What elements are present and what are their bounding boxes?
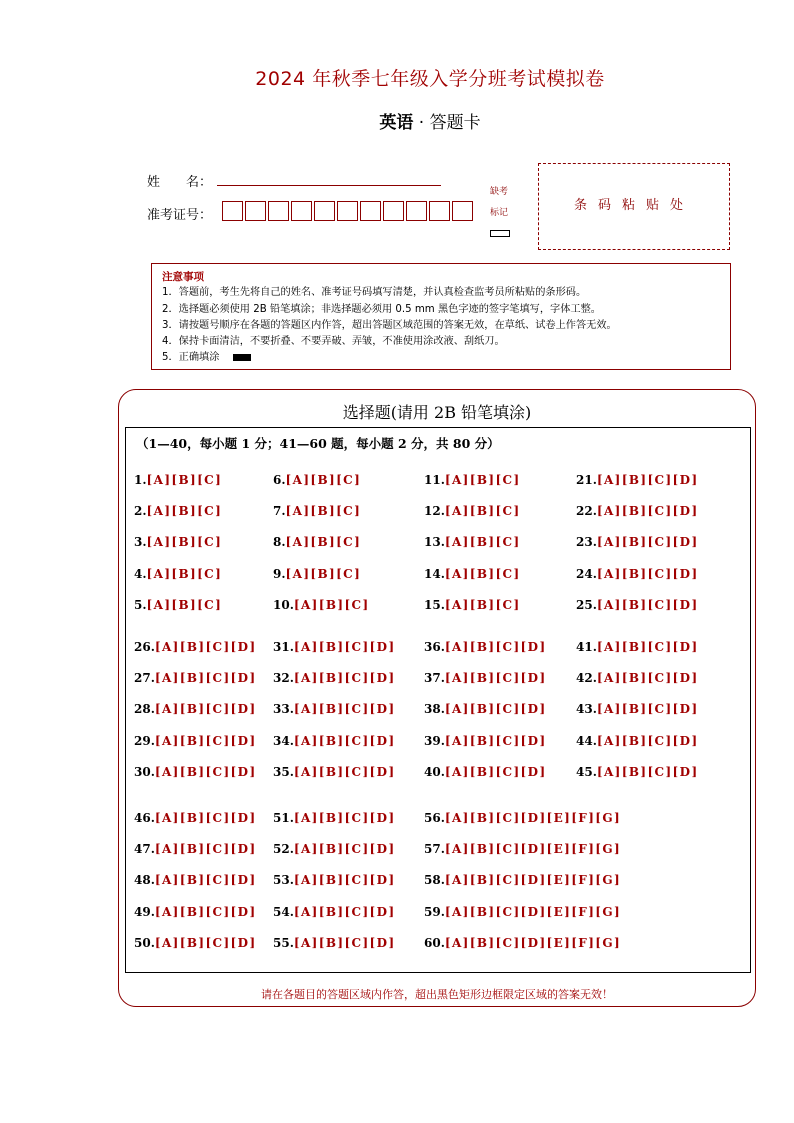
absent-label-line1: 缺考 bbox=[489, 187, 508, 197]
question-item bbox=[134, 598, 222, 612]
instruction-item-text: 5．正确填涂 bbox=[162, 352, 220, 364]
question-number: 8. bbox=[273, 535, 286, 550]
answer-options[interactable]: [A][B][C] bbox=[285, 504, 362, 519]
question-item bbox=[424, 598, 521, 612]
question-number: 36. bbox=[424, 640, 445, 654]
instruction-item: 4．保持卡面清洁，不要折叠、不要弄破、弄皱，不准使用涂改液、刮纸刀。 bbox=[162, 336, 505, 348]
exam-id-label: 准考证号： bbox=[147, 208, 213, 223]
question-number: 42. bbox=[576, 671, 597, 686]
question-number: 21. bbox=[576, 473, 597, 487]
question-item bbox=[424, 905, 621, 919]
question-item bbox=[273, 765, 396, 779]
instruction-item: 3．请按题号顺序在各题的答题区内作答，超出答题区域范围的答案无效，在草纸、试卷上作答无效。 bbox=[162, 319, 617, 331]
answer-options[interactable]: [A][B][C][D] bbox=[596, 702, 699, 717]
answer-options[interactable]: [A][B][C] bbox=[146, 473, 223, 487]
instructions-box bbox=[151, 263, 731, 370]
question-item bbox=[134, 702, 257, 716]
answer-options[interactable]: [A][B][C][D][E][F][G] bbox=[444, 904, 622, 919]
question-number: 23. bbox=[576, 535, 597, 550]
exam-id-digit-box[interactable] bbox=[406, 201, 427, 221]
answer-options[interactable]: [A][B][C][D] bbox=[154, 842, 257, 857]
instructions-title: 注意事项 bbox=[162, 271, 204, 283]
barcode-label: 条码粘贴处 bbox=[573, 198, 694, 213]
question-item bbox=[134, 734, 257, 748]
card-type-label: 答题卡 bbox=[429, 113, 481, 133]
question-number: 30. bbox=[134, 764, 155, 779]
question-item bbox=[134, 535, 222, 549]
question-number: 45. bbox=[576, 764, 597, 779]
answer-options[interactable]: [A][B][C] bbox=[444, 504, 521, 519]
answer-options[interactable]: [A][B][C] bbox=[146, 535, 223, 550]
question-number: 48. bbox=[134, 873, 155, 888]
question-item bbox=[134, 936, 257, 950]
answer-options[interactable]: [A][B][C][D] bbox=[596, 535, 699, 550]
question-item bbox=[273, 473, 361, 487]
question-item bbox=[424, 842, 621, 856]
answer-options[interactable]: [A][B][C][D] bbox=[444, 764, 547, 779]
question-number: 56. bbox=[424, 811, 445, 825]
scoring-note: （1—40，每小题 1 分；41—60 题，每小题 2 分，共 80 分） bbox=[136, 436, 500, 451]
question-number: 51. bbox=[273, 811, 294, 825]
question-item bbox=[576, 567, 699, 581]
answer-options[interactable]: [A][B][C][D] bbox=[154, 764, 257, 779]
question-item bbox=[424, 936, 621, 950]
question-number: 31. bbox=[273, 640, 294, 654]
question-item bbox=[273, 702, 396, 716]
question-item bbox=[424, 640, 547, 654]
answer-options[interactable]: [A][B][C][D] bbox=[293, 904, 396, 919]
answer-options[interactable]: [A][B][C][D] bbox=[596, 733, 699, 748]
exam-id-digit-box[interactable] bbox=[360, 201, 381, 221]
question-number: 29. bbox=[134, 733, 155, 748]
question-item bbox=[134, 873, 257, 887]
question-item bbox=[424, 765, 547, 779]
absent-mark-box[interactable] bbox=[490, 230, 510, 237]
answer-options[interactable]: [A][B][C] bbox=[293, 597, 370, 612]
footer-warning: 请在各题目的答题区域内作答，超出黑色矩形边框限定区域的答案无效！ bbox=[261, 988, 613, 1001]
question-item bbox=[273, 567, 361, 581]
answer-options[interactable]: [A][B][C][D] bbox=[444, 640, 547, 654]
answer-options[interactable]: [A][B][C][D][E][F][G] bbox=[444, 811, 622, 825]
answer-options[interactable]: [A][B][C][D] bbox=[444, 733, 547, 748]
question-number: 24. bbox=[576, 566, 597, 581]
question-number: 2. bbox=[134, 504, 147, 519]
answer-options[interactable]: [A][B][C][D] bbox=[154, 702, 257, 717]
question-item bbox=[134, 842, 257, 856]
question-item bbox=[576, 535, 699, 549]
answer-options[interactable]: [A][B][C] bbox=[285, 535, 362, 550]
question-item bbox=[273, 842, 396, 856]
answer-options[interactable]: [A][B][C][D] bbox=[444, 702, 547, 717]
question-item bbox=[134, 905, 257, 919]
question-number: 52. bbox=[273, 842, 294, 857]
question-number: 46. bbox=[134, 811, 155, 825]
question-number: 34. bbox=[273, 733, 294, 748]
question-number: 47. bbox=[134, 842, 155, 857]
question-item bbox=[576, 671, 699, 685]
answer-options[interactable]: [A][B][C][D] bbox=[154, 640, 257, 654]
question-item bbox=[576, 734, 699, 748]
answer-options[interactable]: [A][B][C][D] bbox=[154, 904, 257, 919]
question-item bbox=[424, 567, 521, 581]
answer-options[interactable]: [A][B][C][D] bbox=[293, 811, 396, 825]
instruction-item bbox=[162, 350, 720, 366]
question-number: 25. bbox=[576, 597, 597, 612]
answer-options[interactable]: [A][B][C][D] bbox=[154, 811, 257, 825]
question-item bbox=[134, 671, 257, 685]
exam-id-digit-box[interactable] bbox=[429, 201, 450, 221]
question-number: 15. bbox=[424, 597, 445, 612]
question-item bbox=[424, 811, 621, 825]
exam-id-digit-box[interactable] bbox=[222, 201, 243, 221]
question-number: 40. bbox=[424, 764, 445, 779]
answer-options[interactable]: [A][B][C][D][E][F][G] bbox=[444, 842, 622, 857]
answer-options[interactable]: [A][B][C][D] bbox=[154, 873, 257, 888]
question-number: 39. bbox=[424, 733, 445, 748]
question-item bbox=[576, 598, 699, 612]
question-item bbox=[273, 671, 396, 685]
question-number: 10. bbox=[273, 597, 294, 612]
name-field[interactable] bbox=[217, 185, 441, 186]
question-number: 9. bbox=[273, 566, 286, 581]
question-number: 3. bbox=[134, 535, 147, 550]
answer-options[interactable]: [A][B][C] bbox=[444, 473, 521, 487]
question-number: 7. bbox=[273, 504, 286, 519]
question-number: 55. bbox=[273, 935, 294, 950]
answer-options[interactable]: [A][B][C] bbox=[146, 504, 223, 519]
question-number: 37. bbox=[424, 671, 445, 686]
answer-options[interactable]: [A][B][C] bbox=[444, 597, 521, 612]
question-number: 44. bbox=[576, 733, 597, 748]
question-item bbox=[273, 598, 370, 612]
answer-options[interactable]: [A][B][C][D] bbox=[444, 671, 547, 686]
question-number: 12. bbox=[424, 504, 445, 519]
answer-options[interactable]: [A][B][C][D] bbox=[596, 473, 699, 487]
question-number: 54. bbox=[273, 904, 294, 919]
question-number: 1. bbox=[134, 473, 147, 487]
question-item bbox=[424, 702, 547, 716]
question-item bbox=[273, 811, 396, 825]
page-subtitle bbox=[0, 108, 794, 133]
question-item bbox=[273, 504, 361, 518]
answer-options[interactable]: [A][B][C][D] bbox=[596, 764, 699, 779]
question-item bbox=[424, 473, 521, 487]
subject-label: 英语 bbox=[379, 113, 414, 133]
question-item bbox=[424, 873, 621, 887]
answer-options[interactable]: [A][B][C][D][E][F][G] bbox=[444, 935, 622, 950]
answer-options[interactable]: [A][B][C][D] bbox=[293, 640, 396, 654]
answer-options[interactable]: [A][B][C][D] bbox=[596, 566, 699, 581]
question-number: 53. bbox=[273, 873, 294, 888]
answer-options[interactable]: [A][B][C] bbox=[285, 566, 362, 581]
exam-id-digit-box[interactable] bbox=[452, 201, 473, 221]
instruction-item: 1．答题前，考生先将自己的姓名、准考证号码填写清楚，并认真检查监考员所粘贴的条形码。 bbox=[162, 287, 587, 299]
title-separator: · bbox=[418, 113, 425, 133]
question-number: 57. bbox=[424, 842, 445, 857]
question-number: 22. bbox=[576, 504, 597, 519]
question-item bbox=[134, 567, 222, 581]
question-number: 6. bbox=[273, 473, 286, 487]
question-item bbox=[424, 734, 547, 748]
answer-options[interactable]: [A][B][C][D] bbox=[596, 504, 699, 519]
question-item bbox=[576, 640, 699, 654]
answer-options[interactable]: [A][B][C][D] bbox=[293, 935, 396, 950]
question-number: 5. bbox=[134, 597, 147, 612]
question-item bbox=[576, 504, 699, 518]
question-number: 26. bbox=[134, 640, 155, 654]
question-number: 50. bbox=[134, 935, 155, 950]
question-item bbox=[273, 936, 396, 950]
answer-options[interactable]: [A][B][C] bbox=[285, 473, 362, 487]
question-number: 60. bbox=[424, 935, 445, 950]
answer-options[interactable]: [A][B][C][D] bbox=[596, 671, 699, 686]
page-title: 2024 年秋季七年级入学分班考试模拟卷 bbox=[255, 68, 605, 90]
answer-options[interactable]: [A][B][C][D] bbox=[293, 671, 396, 686]
barcode-area bbox=[538, 163, 730, 250]
answer-options[interactable]: [A][B][C][D] bbox=[154, 935, 257, 950]
answer-options[interactable]: [A][B][C][D] bbox=[293, 842, 396, 857]
question-item bbox=[134, 640, 257, 654]
question-number: 4. bbox=[134, 566, 147, 581]
question-item bbox=[424, 504, 521, 518]
exam-id-boxes bbox=[222, 201, 475, 221]
question-item bbox=[576, 702, 699, 716]
question-number: 41. bbox=[576, 640, 597, 654]
answer-options[interactable]: [A][B][C][D] bbox=[293, 733, 396, 748]
answer-options[interactable]: [A][B][C][D] bbox=[154, 671, 257, 686]
question-item bbox=[424, 671, 547, 685]
answer-options[interactable]: [A][B][C][D] bbox=[596, 597, 699, 612]
question-number: 35. bbox=[273, 764, 294, 779]
exam-id-digit-box[interactable] bbox=[245, 201, 266, 221]
exam-id-digit-box[interactable] bbox=[383, 201, 404, 221]
question-item bbox=[273, 905, 396, 919]
question-item bbox=[273, 734, 396, 748]
absent-label-line2: 标记 bbox=[489, 208, 508, 218]
question-item bbox=[273, 535, 361, 549]
question-item bbox=[134, 473, 222, 487]
question-number: 13. bbox=[424, 535, 445, 550]
question-number: 14. bbox=[424, 566, 445, 581]
answer-options[interactable]: [A][B][C][D][E][F][G] bbox=[444, 873, 622, 888]
answer-options[interactable]: [A][B][C] bbox=[146, 597, 223, 612]
instruction-item: 2．选择题必须使用 2B 铅笔填涂；非选择题必须用 0.5 mm 黑色字迹的签字笔填写，字体工整。 bbox=[162, 303, 601, 315]
question-number: 32. bbox=[273, 671, 294, 686]
question-item bbox=[134, 504, 222, 518]
exam-id-digit-box[interactable] bbox=[314, 201, 335, 221]
question-item bbox=[424, 535, 521, 549]
question-number: 58. bbox=[424, 873, 445, 888]
name-label: 姓 名： bbox=[147, 175, 213, 190]
question-item bbox=[576, 473, 699, 487]
choice-section-heading: 选择题(请用 2B 铅笔填涂) bbox=[342, 403, 532, 422]
question-number: 11. bbox=[424, 473, 445, 487]
question-number: 33. bbox=[273, 702, 294, 717]
answer-options[interactable]: [A][B][C] bbox=[444, 566, 521, 581]
question-number: 28. bbox=[134, 702, 155, 717]
exam-id-digit-box[interactable] bbox=[291, 201, 312, 221]
exam-id-digit-box[interactable] bbox=[337, 201, 358, 221]
answer-options[interactable]: [A][B][C][D] bbox=[154, 733, 257, 748]
question-number: 38. bbox=[424, 702, 445, 717]
answer-options[interactable]: [A][B][C][D] bbox=[293, 764, 396, 779]
answer-options[interactable]: [A][B][C] bbox=[146, 566, 223, 581]
answer-options[interactable]: [A][B][C][D] bbox=[293, 873, 396, 888]
answer-options[interactable]: [A][B][C][D] bbox=[293, 702, 396, 717]
answer-options[interactable]: [A][B][C] bbox=[444, 535, 521, 550]
question-item bbox=[273, 873, 396, 887]
question-number: 27. bbox=[134, 671, 155, 686]
question-item bbox=[576, 765, 699, 779]
question-item bbox=[273, 640, 396, 654]
question-number: 49. bbox=[134, 904, 155, 919]
question-number: 43. bbox=[576, 702, 597, 717]
answer-options[interactable]: [A][B][C][D] bbox=[596, 640, 699, 654]
correct-fill-sample bbox=[233, 354, 251, 361]
exam-id-digit-box[interactable] bbox=[268, 201, 289, 221]
question-item bbox=[134, 765, 257, 779]
question-item bbox=[134, 811, 257, 825]
question-number: 59. bbox=[424, 904, 445, 919]
